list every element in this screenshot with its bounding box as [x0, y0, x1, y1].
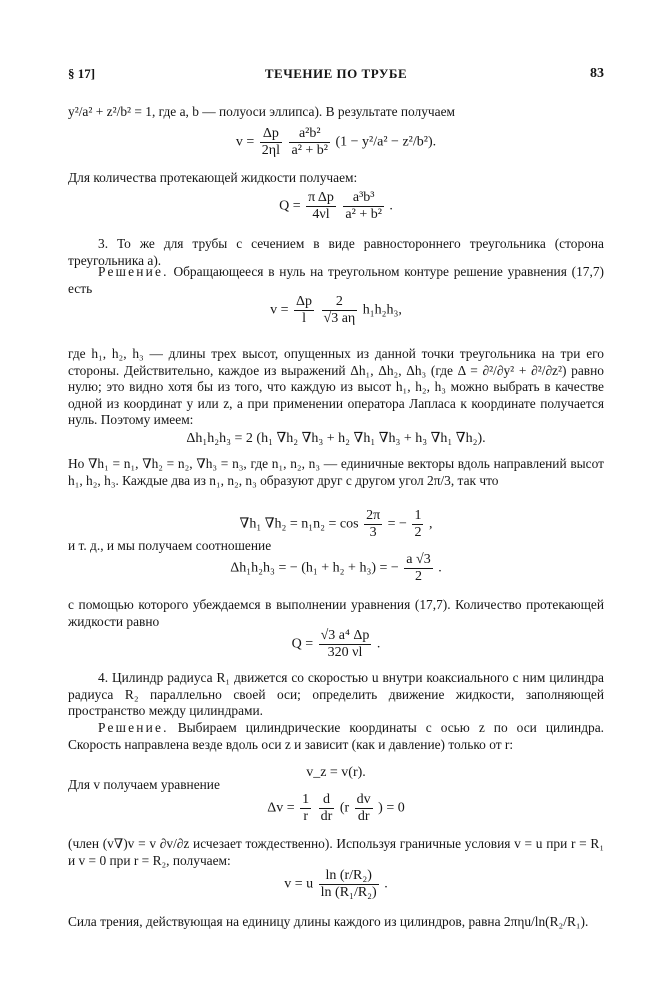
eq-lhs: v = [235, 134, 255, 150]
problem-4: 4. Цилиндр радиуса R₁ движется со скоростью u внутри коаксиального с ним цилиндра радиуса R₂ параллельно своей оси; определить движение жидкости, заполняющей пространство между цилиндрами. [68, 670, 604, 719]
fraction: $\frac{\Delta p}{2\eta l}$ [261, 126, 280, 158]
fraction: $\frac{1}{2}$ [414, 508, 422, 540]
equation-velocity-cyl: v = u $\frac{\text{ln (r/R₂)}}{\text{ln (R₁/R₂)}}$ . [284, 868, 388, 900]
problem-3: 3. То же для трубы с сечением в виде равностороннего треугольника (сторона треугольника a). [68, 236, 604, 268]
fraction: $\frac{2\pi}{3}$ [366, 508, 381, 540]
solution-label: Решение. [98, 264, 169, 279]
paragraph-ellipse-end: y²/a² + z²/b² = 1, где a, b — полуоси эллипса). В результате получаем [68, 104, 456, 119]
solution-4-intro: Решение. Выбираем цилиндрические координаты с осью z по оси цилиндра. Скорость направлена везде вдоль оси z и зависит (как и давление) только от r: [68, 720, 604, 752]
page-number: 83 [590, 66, 604, 81]
paragraph-equation-intro: Для v получаем уравнение [68, 777, 220, 792]
paragraph-unit-vectors: Но ∇h₁ = n₁, ∇h₂ = n₂, ∇h₃ = n₃, где n₁, n₂, n₃ — единичные векторы вдоль направлений высот h₁, h₂, h₃. Каждые два из n₁, n₂, n₃ образуют друг с другом угол 2π/3, так что [68, 456, 604, 488]
equation-flow-ellipse: Q = $\frac{\text{π Δp}}{4\nu l}$ $\frac{\text{a³b³}}{\text{a² + b²}}$ . [279, 190, 393, 222]
section-marker: § 17] [68, 66, 96, 81]
fraction: $\frac{dv}{dr}$ [356, 792, 371, 824]
equation-laplace-cyl: Δv = $\frac{1}{r}$ $\frac{d}{dr}$ (r $\frac{dv}{dr}$ ) = 0 [267, 792, 405, 824]
fraction: $\frac{a √3}{2}$ [406, 552, 431, 584]
equation-cosine: ∇h₁ ∇h₂ = n₁n₂ = cos $\frac{2\pi}{3}$ = − $\frac{1}{2}$ , [239, 508, 433, 540]
equation-velocity-ellipse [68, 126, 604, 159]
solution-3-intro: Решение. Обращающееся в нуль на треугольном контуре решение уравнения (17,7) есть [68, 264, 604, 296]
equation-vz: v_z = v(r). [306, 765, 366, 780]
fraction: $\frac{\text{ln (r/R₂)}}{\text{ln (R₁/R₂)}}$ [320, 868, 377, 900]
equation-relation: Δh₁h₂h₃ = − (h₁ + h₂ + h₃) = − $\frac{a √3}{2}$ . [230, 552, 442, 584]
paragraph-relation-intro: и т. д., и мы получаем соотношение [68, 538, 272, 553]
equation-laplacian-product: Δh₁h₂h₃ = 2 (h₁ ∇h₂ ∇h₃ + h₂ ∇h₁ ∇h₃ + h₃ ∇h₁ ∇h₂). [186, 431, 486, 446]
fraction: $\frac{1}{r}$ [302, 792, 310, 824]
solution-label: Решение. [98, 720, 169, 735]
fraction: $\frac{d}{dr}$ [320, 792, 333, 824]
paragraph-flow-triangle-intro: с помощью которого убеждаемся в выполнении уравнения (17,7). Количество протекающей жидкости равно [68, 597, 604, 629]
fraction: $\frac{\text{a³b³}}{\text{a² + b²}}$ [345, 190, 382, 222]
fraction: $\frac{\Delta p}{l}$ [296, 294, 313, 326]
fraction: $\frac{\text{√3 a⁴ Δp}}{320 \nu l}$ [320, 628, 370, 660]
paragraph-friction: Сила трения, действующая на единицу длины каждого из цилиндров, равна 2πηu/ln(R₂/R₁). [68, 914, 589, 929]
equation-flow-triangle: Q = $\frac{\text{√3 a⁴ Δp}}{320 \nu l}$ . [291, 628, 381, 660]
paragraph-flow-intro: Для количества протекающей жидкости получаем: [68, 170, 358, 185]
paragraph-boundary: (член (v∇)v = v ∂v/∂z исчезает тождественно). Используя граничные условия v = u при r = R₁ и v = 0 при r = R₂, получаем: [68, 836, 604, 868]
paragraph-heights: где h₁, h₂, h₃ — длины трех высот, опущенных из данной точки треугольника на три его стороны. Действительно, каждое из выражений Δh₁, Δh₂, Δh₃ (где Δ = ∂²/∂y² + ∂²/∂z²) равно нулю; это видно хотя бы из того, что каждую из высот h₁, h₂, h₃ можно выбрать в качестве одной из координат y или z, а при применении оператора Лапласа к координате получается нуль. Поэтому имеем: [68, 346, 604, 428]
eq-paren: (1 − y²/a² − z²/b²). [335, 134, 437, 150]
fraction: $\frac{\text{a²b²}}{\text{a² + b²}}$ [291, 126, 328, 158]
fraction: $\frac{2}{√3 a\eta}$ [323, 294, 356, 326]
running-header [68, 66, 604, 86]
fraction: $\frac{\text{π Δp}}{4\nu l}$ [308, 190, 334, 222]
equation-velocity-triangle: v = $\frac{\Delta p}{l}$ $\frac{2}{√3 a\eta}$ h₁h₂h₃, [270, 294, 402, 326]
running-title: ТЕЧЕНИЕ ПО ТРУБЕ [264, 66, 408, 81]
